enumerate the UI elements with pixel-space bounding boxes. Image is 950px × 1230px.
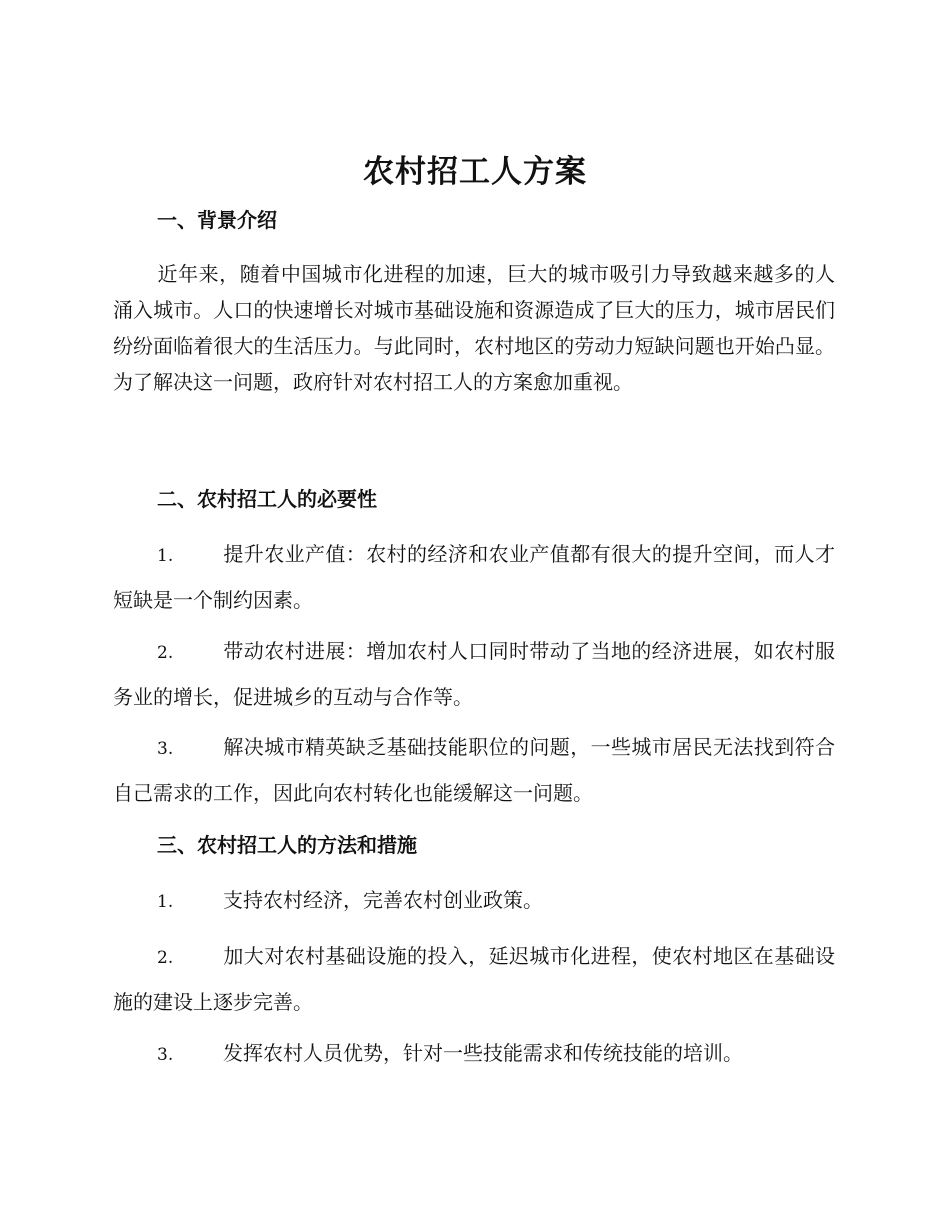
section-heading-necessity: 二、农村招工人的必要性: [157, 487, 377, 511]
section-heading-background: 一、背景介绍: [157, 208, 277, 232]
document-title: 农村招工人方案: [363, 154, 587, 190]
list-item-number: 3.: [157, 1045, 174, 1065]
list-item: [113, 725, 835, 815]
list-item-number: 2.: [157, 948, 174, 968]
list-item-text: 加大对农村基础设施的投入，延迟城市化进程，使农村地区在基础设施的建设上逐步完善。: [113, 944, 835, 1014]
background-paragraph: [113, 256, 835, 400]
list-item-number: 1.: [157, 892, 174, 912]
list-item: [113, 878, 835, 924]
list-item-text: 带动农村进展：增加农村人口同时带动了当地的经济进展，如农村服务业的增长，促进城乡的互动与合作等。: [113, 639, 835, 709]
list-item-number: 3.: [157, 739, 174, 759]
list-item-text: 发挥农村人员优势，针对一些技能需求和传统技能的培训。: [223, 1041, 743, 1065]
list-item: [113, 629, 835, 719]
list-item-number: 2.: [157, 643, 174, 663]
list-item-number: 1.: [157, 546, 174, 566]
list-item-text: 解决城市精英缺乏基础技能职位的问题，一些城市居民无法找到符合自己需求的工作，因此向农村转化也能缓解这一问题。: [113, 735, 835, 805]
list-item-text: 提升农业产值：农村的经济和农业产值都有很大的提升空间，而人才短缺是一个制约因素。: [113, 542, 835, 612]
list-item: [113, 1031, 835, 1077]
section-heading-methods: 三、农村招工人的方法和措施: [157, 833, 417, 857]
list-item: [113, 934, 835, 1024]
background-paragraph-text: 近年来，随着中国城市化进程的加速，巨大的城市吸引力导致越来越多的人涌入城市。人口的快速增长对城市基础设施和资源造成了巨大的压力，城市居民们纷纷面临着很大的生活压力。与此同时，农村地区的劳动力短缺问题也开始凸显。为了解决这一问题，政府针对农村招工人的方案愈加重视。: [113, 262, 835, 394]
list-item: [113, 532, 835, 622]
list-item-text: 支持农村经济，完善农村创业政策。: [223, 888, 543, 912]
